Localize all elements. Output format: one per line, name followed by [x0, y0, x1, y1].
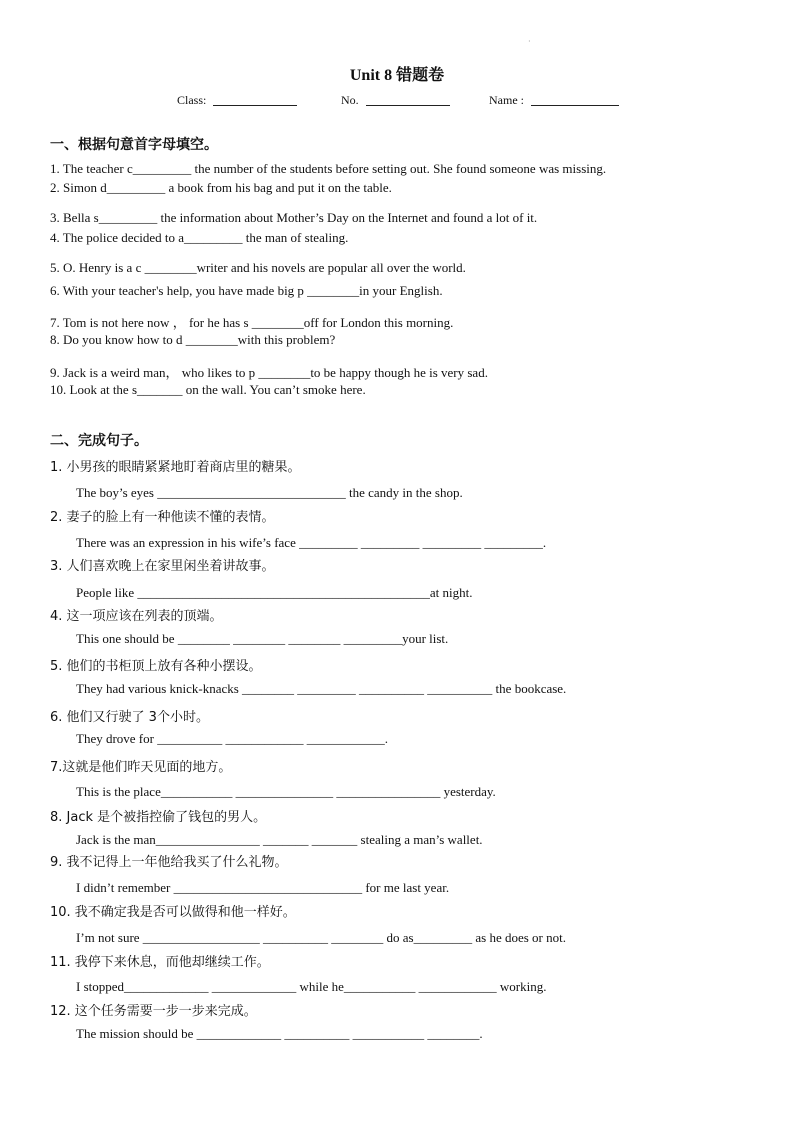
fill-in-item: 2. Simon d_________ a book from his bag and put it on the table. — [50, 180, 392, 195]
chinese-prompt: 4. 这一项应该在列表的顶端。 — [50, 609, 223, 624]
name-blank[interactable] — [531, 93, 619, 106]
english-sentence: The mission should be _____________ __________ ___________ ________. — [76, 1026, 483, 1041]
decorative-dot: · — [528, 37, 531, 46]
english-sentence: This one should be ________ ________ ________ _________your list. — [76, 631, 449, 646]
class-field — [177, 93, 297, 108]
english-sentence: Jack is the man________________ _______ _______ stealing a man’s wallet. — [76, 832, 483, 847]
number-field — [341, 93, 450, 108]
english-sentence: They drove for __________ ____________ ____________. — [76, 731, 388, 746]
number-label: No. — [341, 93, 359, 107]
chinese-prompt: 9. 我不记得上一年他给我买了什么礼物。 — [50, 855, 288, 870]
chinese-prompt: 1. 小男孩的眼睛紧紧地盯着商店里的糖果。 — [50, 460, 301, 475]
number-blank[interactable] — [366, 93, 450, 106]
section-2-heading: 二、完成句子。 — [50, 433, 148, 449]
chinese-prompt: 8. Jack 是个被指控偷了钱包的男人。 — [50, 810, 267, 825]
class-label: Class: — [177, 93, 207, 107]
chinese-prompt: 10. 我不确定我是否可以做得和他一样好。 — [50, 905, 296, 920]
class-blank[interactable] — [213, 93, 297, 106]
english-sentence: People like _____________________________________________at night. — [76, 585, 473, 600]
english-sentence: I didn’t remember _____________________________ for me last year. — [76, 880, 450, 895]
chinese-prompt: 5. 他们的书柜顶上放有各种小摆设。 — [50, 659, 262, 674]
name-field — [489, 93, 619, 108]
fill-in-item: 9. Jack is a weird man， who likes to p ________to be happy though he is very sad. — [50, 365, 488, 380]
fill-in-item: 7. Tom is not here now ， for he has s ________off for London this morning. — [50, 315, 454, 330]
fill-in-item: 6. With your teacher's help, you have made big p ________in your English. — [50, 283, 443, 298]
chinese-prompt: 6. 他们又行驶了 3个小时。 — [50, 710, 209, 725]
fill-in-item: 1. The teacher c_________ the number of the students before setting out. She found someone was missing. — [50, 161, 607, 176]
worksheet-title: Unit 8 错题卷 — [349, 67, 445, 84]
fill-in-item: 3. Bella s_________ the information about Mother’s Day on the Internet and found a lot of it. — [50, 210, 538, 225]
english-sentence: The boy’s eyes _____________________________ the candy in the shop. — [76, 485, 463, 500]
english-sentence: I’m not sure __________________ __________ ________ do as_________ as he does or not. — [76, 930, 566, 945]
chinese-prompt: 2. 妻子的脸上有一种他读不懂的表情。 — [50, 510, 275, 525]
english-sentence: I stopped_____________ _____________ while he___________ ____________ working. — [76, 979, 547, 994]
chinese-prompt: 7.这就是他们昨天见面的地方。 — [50, 760, 232, 775]
chinese-prompt: 11. 我停下来休息，而他却继续工作。 — [50, 955, 270, 970]
fill-in-item: 5. O. Henry is a c ________writer and his novels are popular all over the world. — [50, 260, 466, 275]
fill-in-item: 4. The police decided to a_________ the man of stealing. — [50, 230, 349, 245]
section-1-heading: 一、根据句意首字母填空。 — [50, 137, 218, 153]
name-label: Name : — [489, 93, 524, 107]
english-sentence: There was an expression in his wife’s face _________ _________ _________ _________. — [76, 535, 547, 550]
fill-in-item: 8. Do you know how to d ________with this problem? — [50, 332, 336, 347]
chinese-prompt: 12. 这个任务需要一步一步来完成。 — [50, 1004, 257, 1019]
english-sentence: This is the place___________ _______________ ________________ yesterday. — [76, 784, 496, 799]
chinese-prompt: 3. 人们喜欢晚上在家里闲坐着讲故事。 — [50, 559, 275, 574]
english-sentence: They had various knick-knacks ________ _________ __________ __________ the bookcase. — [76, 681, 567, 696]
fill-in-item: 10. Look at the s_______ on the wall. You can’t smoke here. — [50, 382, 366, 397]
